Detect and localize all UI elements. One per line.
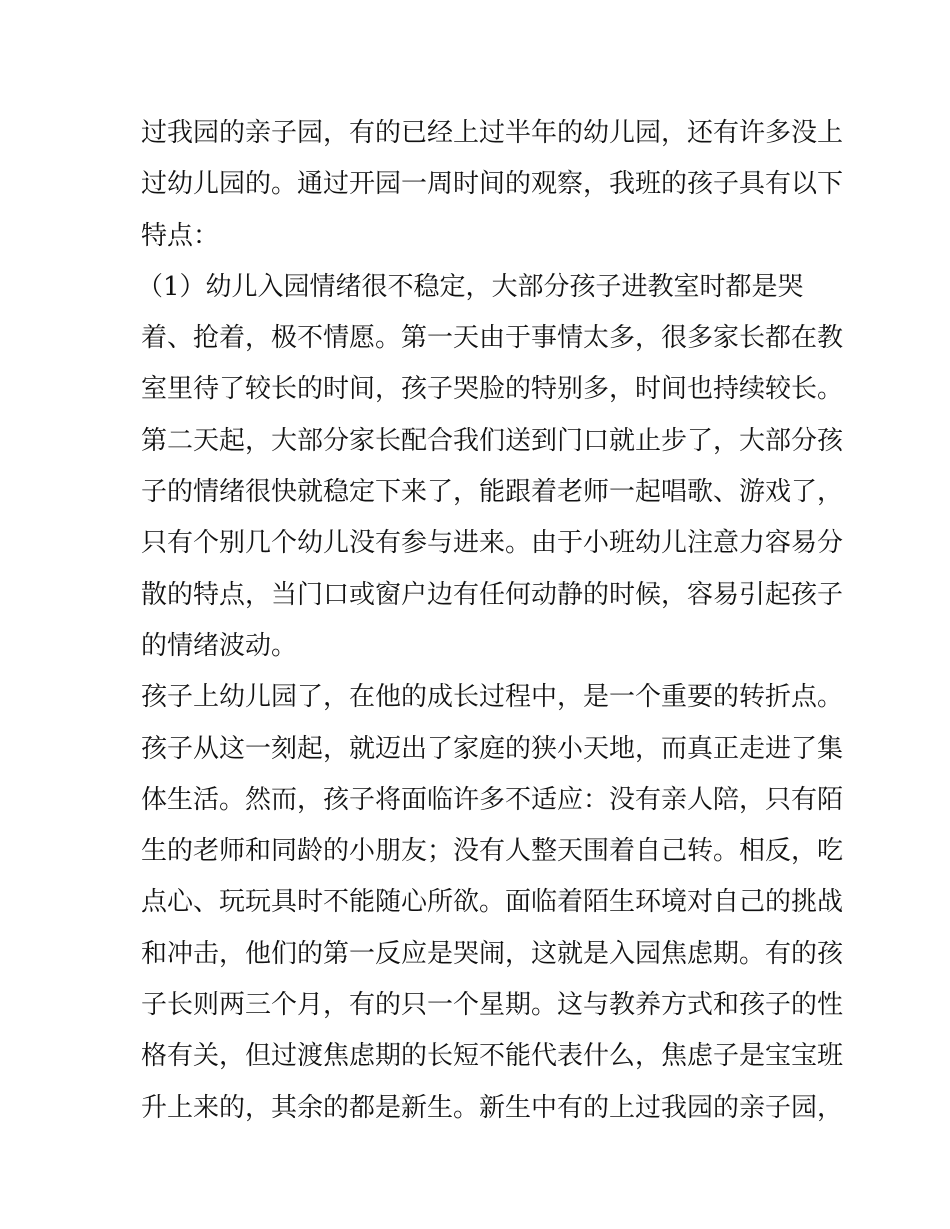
text-line: 升上来的，其余的都是新生。新生中有的上过我园的亲子园， bbox=[141, 1092, 844, 1123]
body-text bbox=[137, 108, 844, 1134]
text-line: 过幼儿园的。通过开园一周时间的观察，我班的孩子具有以下 bbox=[141, 169, 844, 200]
text-line: 孩子上幼儿园了，在他的成长过程中，是一个重要的转折点。 bbox=[141, 682, 844, 713]
text-line: 和冲击，他们的第一反应是哭闹，这就是入园焦虑期。有的孩 bbox=[141, 938, 844, 969]
text-line: 体生活。然而，孩子将面临许多不适应：没有亲人陪，只有陌 bbox=[141, 784, 844, 815]
text-line: 着、抢着，极不情愿。第一天由于事情太多，很多家长都在教 bbox=[141, 323, 844, 354]
text-line: 室里待了较长的时间，孩子哭脸的特别多，时间也持续较长。 bbox=[141, 374, 844, 405]
text-line: 子长则两三个月，有的只一个星期。这与教养方式和孩子的性 bbox=[141, 990, 844, 1021]
text-line: 子的情绪很快就稳定下来了，能跟着老师一起唱歌、游戏了， bbox=[141, 477, 844, 508]
text-line: 格有关，但过渡焦虑期的长短不能代表什么，焦虑子是宝宝班 bbox=[141, 1041, 844, 1072]
text-line: 特点： bbox=[141, 220, 220, 251]
text-line: 只有个别几个幼儿没有参与进来。由于小班幼儿注意力容易分 bbox=[141, 528, 844, 559]
text-line: 孩子从这一刻起，就迈出了家庭的狭小天地，而真正走进了集 bbox=[141, 733, 844, 764]
text-line: 过我园的亲子园，有的已经上过半年的幼儿园，还有许多没上 bbox=[141, 118, 844, 148]
text-line: 散的特点，当门口或窗户边有任何动静的时候，容易引起孩子 bbox=[141, 579, 844, 610]
text-line: 的情绪波动。 bbox=[141, 630, 298, 661]
text-line: 生的老师和同龄的小朋友；没有人整天围着自己转。相反，吃 bbox=[141, 836, 844, 867]
text-line: （1）幼儿入园情绪很不稳定，大部分孩子进教室时都是哭 bbox=[137, 271, 804, 302]
text-line: 第二天起，大部分家长配合我们送到门口就止步了，大部分孩 bbox=[141, 425, 844, 456]
text-line: 点心、玩玩具时不能随心所欲。面临着陌生环境对自己的挑战 bbox=[141, 887, 844, 918]
